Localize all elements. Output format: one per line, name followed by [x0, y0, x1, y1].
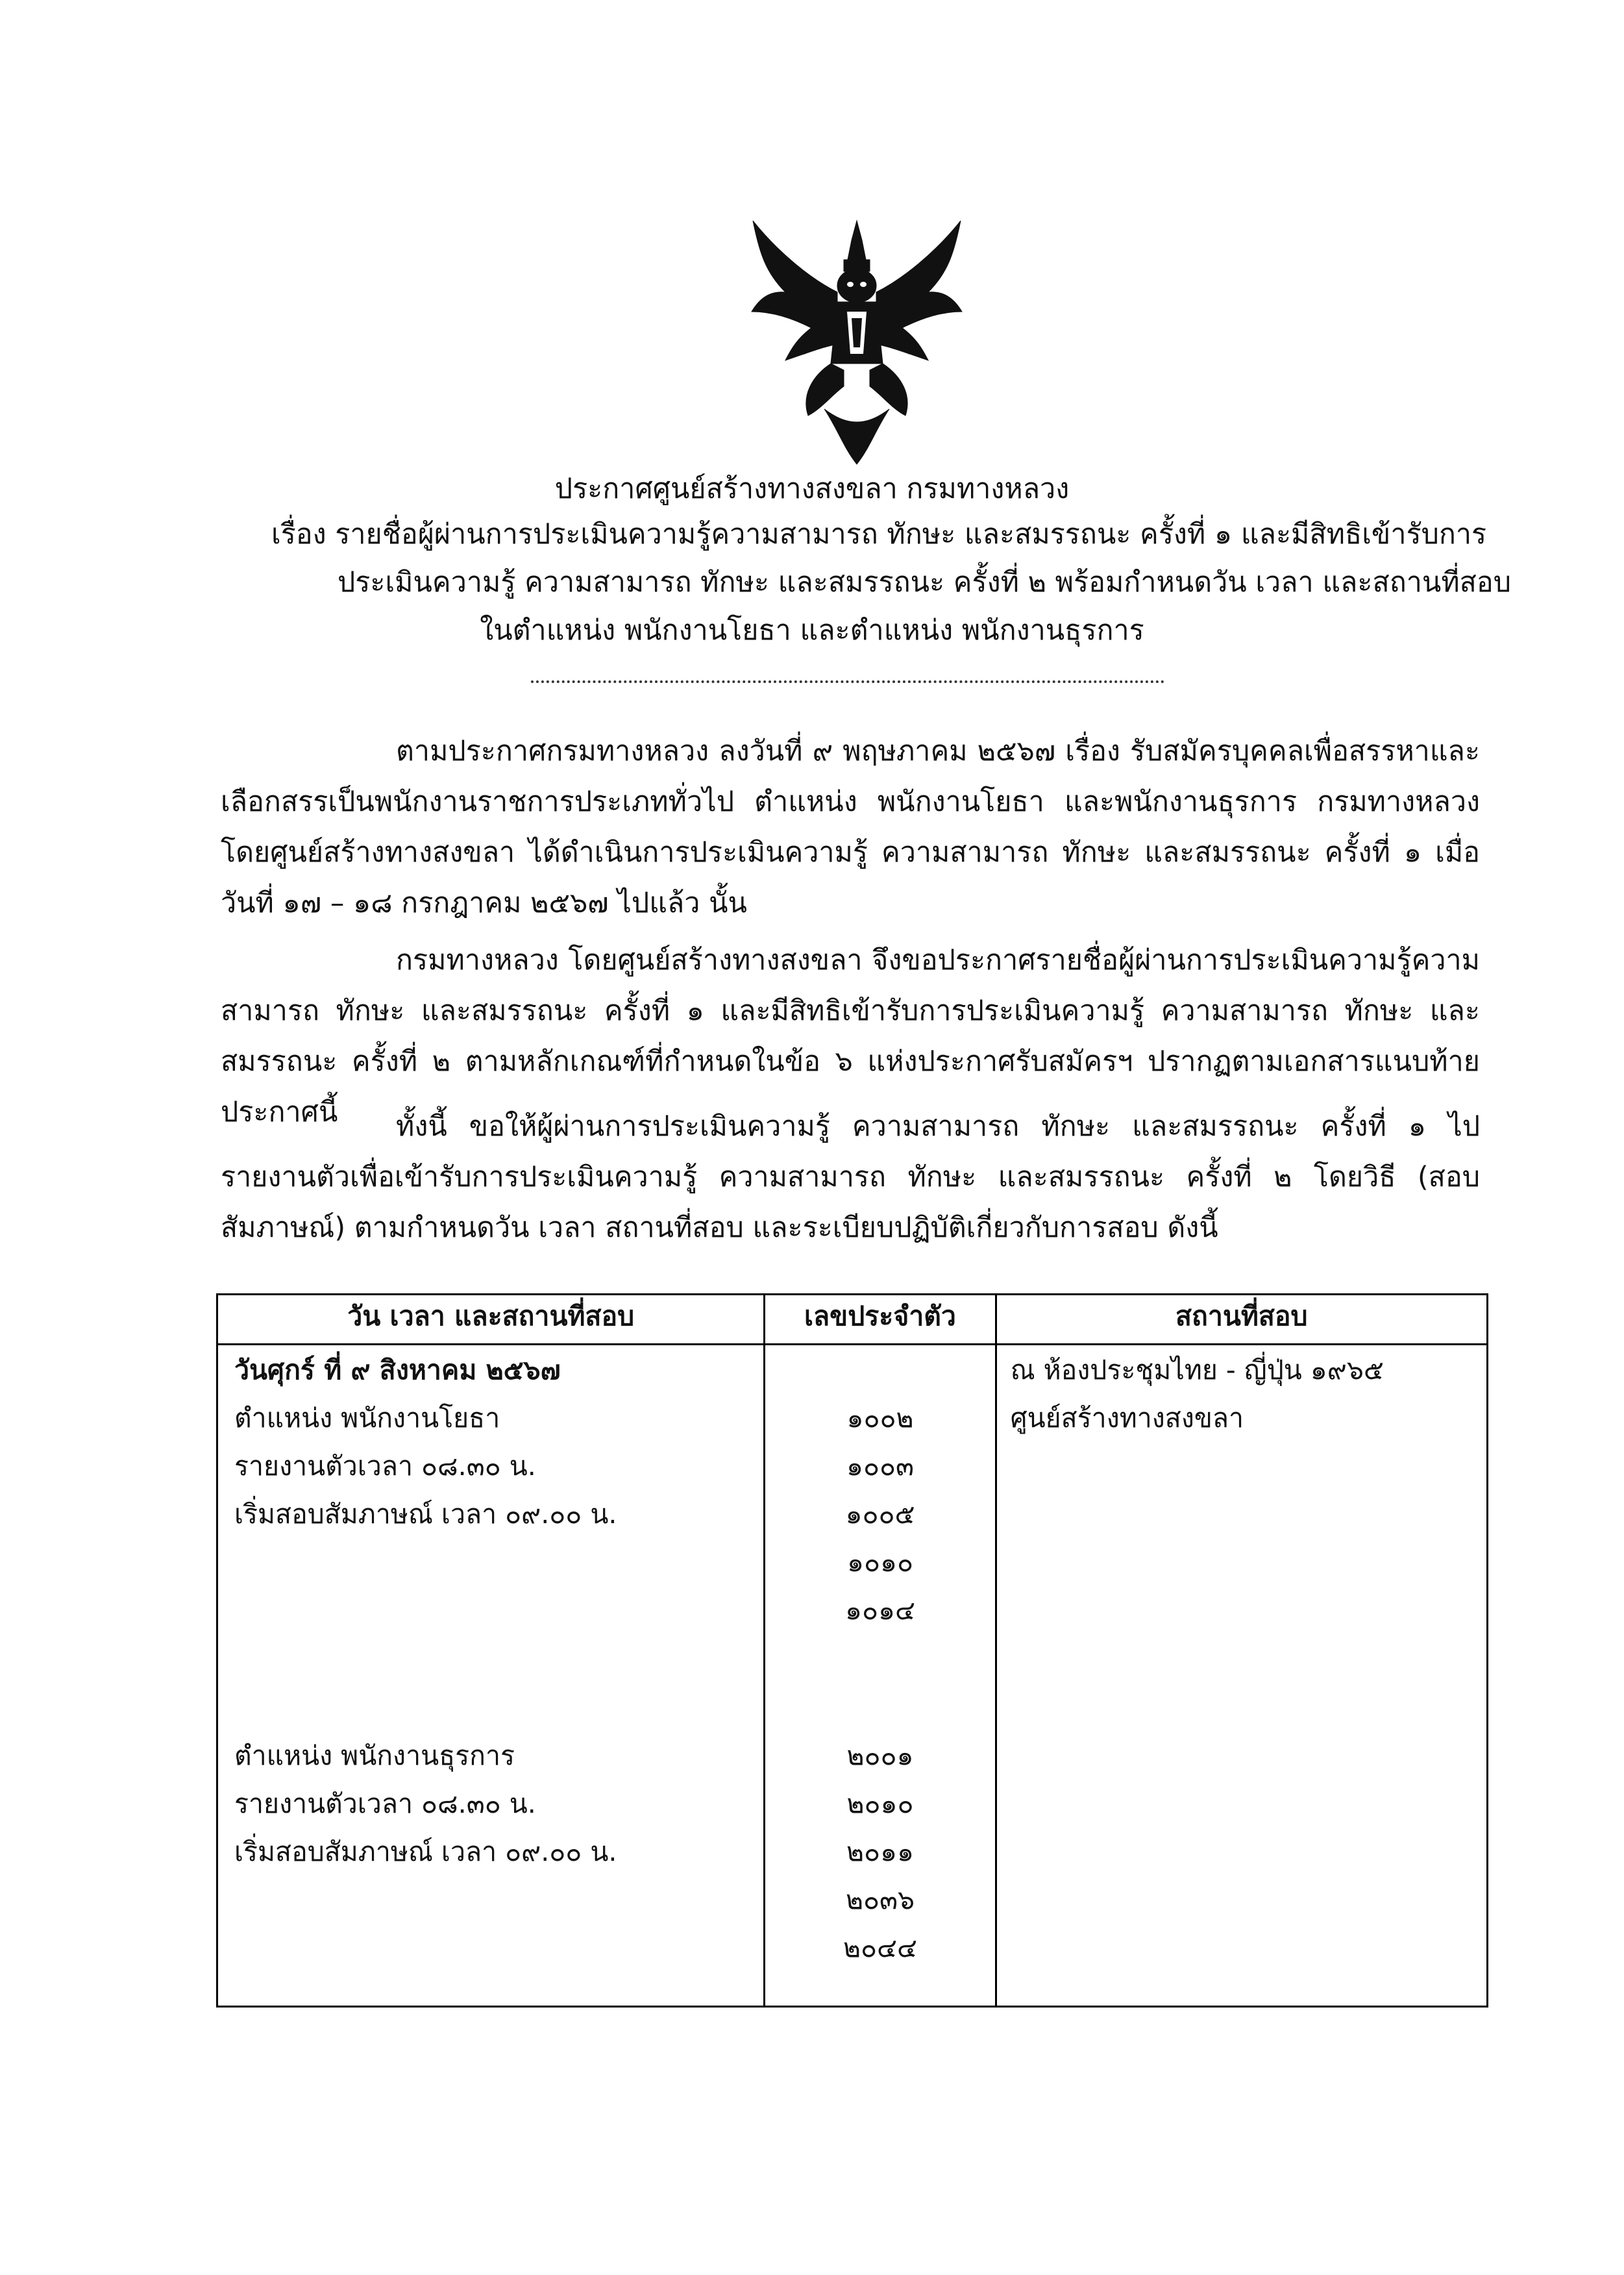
- start-time-civil: เริ่มสอบสัมภาษณ์ เวลา ๐๙.๐๐ น.: [234, 1498, 617, 1530]
- header-venue: สถานที่สอบ: [996, 1295, 1487, 1345]
- subject-line-2: ประเมินความรู้ ความสามารถ ทักษะ และสมรรถนะ ครั้งที่ ๒ พร้อมกำหนดวัน เวลา และสถานที่สอบ: [338, 566, 1512, 599]
- venue-center: ศูนย์สร้างทางสงขลา: [1010, 1402, 1244, 1434]
- id-number: ๒๐๑๐: [846, 1788, 914, 1819]
- id-number: ๒๐๔๔: [843, 1932, 918, 1963]
- venue-cell: [996, 1345, 1487, 2007]
- header-datetime: วัน เวลา และสถานที่สอบ: [217, 1295, 765, 1345]
- id-cell: [765, 1345, 996, 2007]
- table-row: [217, 1345, 1488, 2007]
- exam-schedule-table: [216, 1293, 1488, 2008]
- dotted-divider: [531, 680, 1164, 683]
- id-number: ๒๐๑๑: [846, 1836, 915, 1867]
- start-time-admin: เริ่มสอบสัมภาษณ์ เวลา ๐๙.๐๐ น.: [234, 1836, 617, 1867]
- id-number: ๑๐๑๔: [844, 1595, 916, 1626]
- paragraph-3: [221, 1101, 1480, 1253]
- id-number: ๒๐๐๑: [846, 1740, 914, 1771]
- position-admin: ตำแหน่ง พนักงานธุรการ: [234, 1740, 515, 1771]
- paragraph-3-text: ทั้งนี้ ขอให้ผู้ผ่านการประเมินความรู้ ความสามารถ ทักษะ และสมรรถนะ ครั้งที่ ๑ ไปรายงานตัวเพื่อเข้ารับการประเมินความรู้ ความสามารถ ทักษะ และสมรรถนะ ครั้งที่ ๒ โดยวิธี (สอบสัมภาษณ์) ตามกำหนดวัน เวลา สถานที่สอบ และระเบียบปฏิบัติเกี่ยวกับการสอบ ดังนี้: [221, 1110, 1480, 1244]
- id-number: ๑๐๐๒: [846, 1402, 914, 1434]
- paragraph-1-text: ตามประกาศกรมทางหลวง ลงวันที่ ๙ พฤษภาคม ๒๕๖๗ เรื่อง รับสมัครบุคคลเพื่อสรรหาและเลือกสรรเป็นพนักงานราชการประเภททั่วไป ตำแหน่ง พนักงานโยธา และพนักงานธุรการ กรมทางหลวง โดยศูนย์สร้างทางสงขลา ได้ดำเนินการประเมินความรู้ ความสามารถ ทักษะ และสมรรถนะ ครั้งที่ ๑ เมื่อวันที่ ๑๗ – ๑๘ กรกฎาคม ๒๕๖๗ ไปแล้ว นั้น: [221, 735, 1480, 919]
- position-civil: ตำแหน่ง พนักงานโยธา: [234, 1402, 500, 1434]
- table-header-row: [217, 1295, 1488, 1345]
- announcement-header: [0, 469, 1624, 509]
- exam-date: วันศุกร์ ที่ ๙ สิงหาคม ๒๕๖๗: [234, 1354, 561, 1386]
- id-number: ๒๐๓๖: [845, 1884, 915, 1915]
- id-number: ๑๐๐๓: [846, 1450, 915, 1482]
- subject-line-1: เรื่อง รายชื่อผู้ผ่านการประเมินความรู้ความสามารถ ทักษะ และสมรรถนะ ครั้งที่ ๑ และมีสิทธิเข้ารับการ: [271, 518, 1487, 551]
- subject-line-3: ในตำแหน่ง พนักงานโยธา และตำแหน่ง พนักงานธุรการ: [480, 614, 1144, 647]
- paragraph-1: [221, 726, 1480, 928]
- garuda-emblem-icon: [740, 214, 974, 467]
- id-number: ๑๐๐๕: [845, 1498, 915, 1530]
- venue-room: ณ ห้องประชุมไทย - ญี่ปุ่น ๑๙๖๕: [1010, 1354, 1384, 1386]
- report-time-admin: รายงานตัวเวลา ๐๘.๓๐ น.: [234, 1788, 536, 1819]
- announcement-title: ประกาศศูนย์สร้างทางสงขลา กรมทางหลวง: [554, 473, 1070, 505]
- id-number: ๑๐๑๐: [846, 1547, 914, 1578]
- report-time-civil: รายงานตัวเวลา ๐๘.๓๐ น.: [234, 1450, 536, 1482]
- header-id: เลขประจำตัว: [765, 1295, 996, 1345]
- paragraph-2-text: กรมทางหลวง โดยศูนย์สร้างทางสงขลา จึงขอประกาศรายชื่อผู้ผ่านการประเมินความรู้ความสามารถ ทักษะ และสมรรถนะ ครั้งที่ ๑ และมีสิทธิเข้ารับการประเมินความรู้ ความสามารถ ทักษะ และสมรรถนะ ครั้งที่ ๒ ตามหลักเกณฑ์ที่กำหนดในข้อ ๖ แห่งประกาศรับสมัครฯ ปรากฏตามเอกสารแนบท้ายประกาศนี้: [221, 944, 1480, 1128]
- datetime-cell: [217, 1345, 765, 2007]
